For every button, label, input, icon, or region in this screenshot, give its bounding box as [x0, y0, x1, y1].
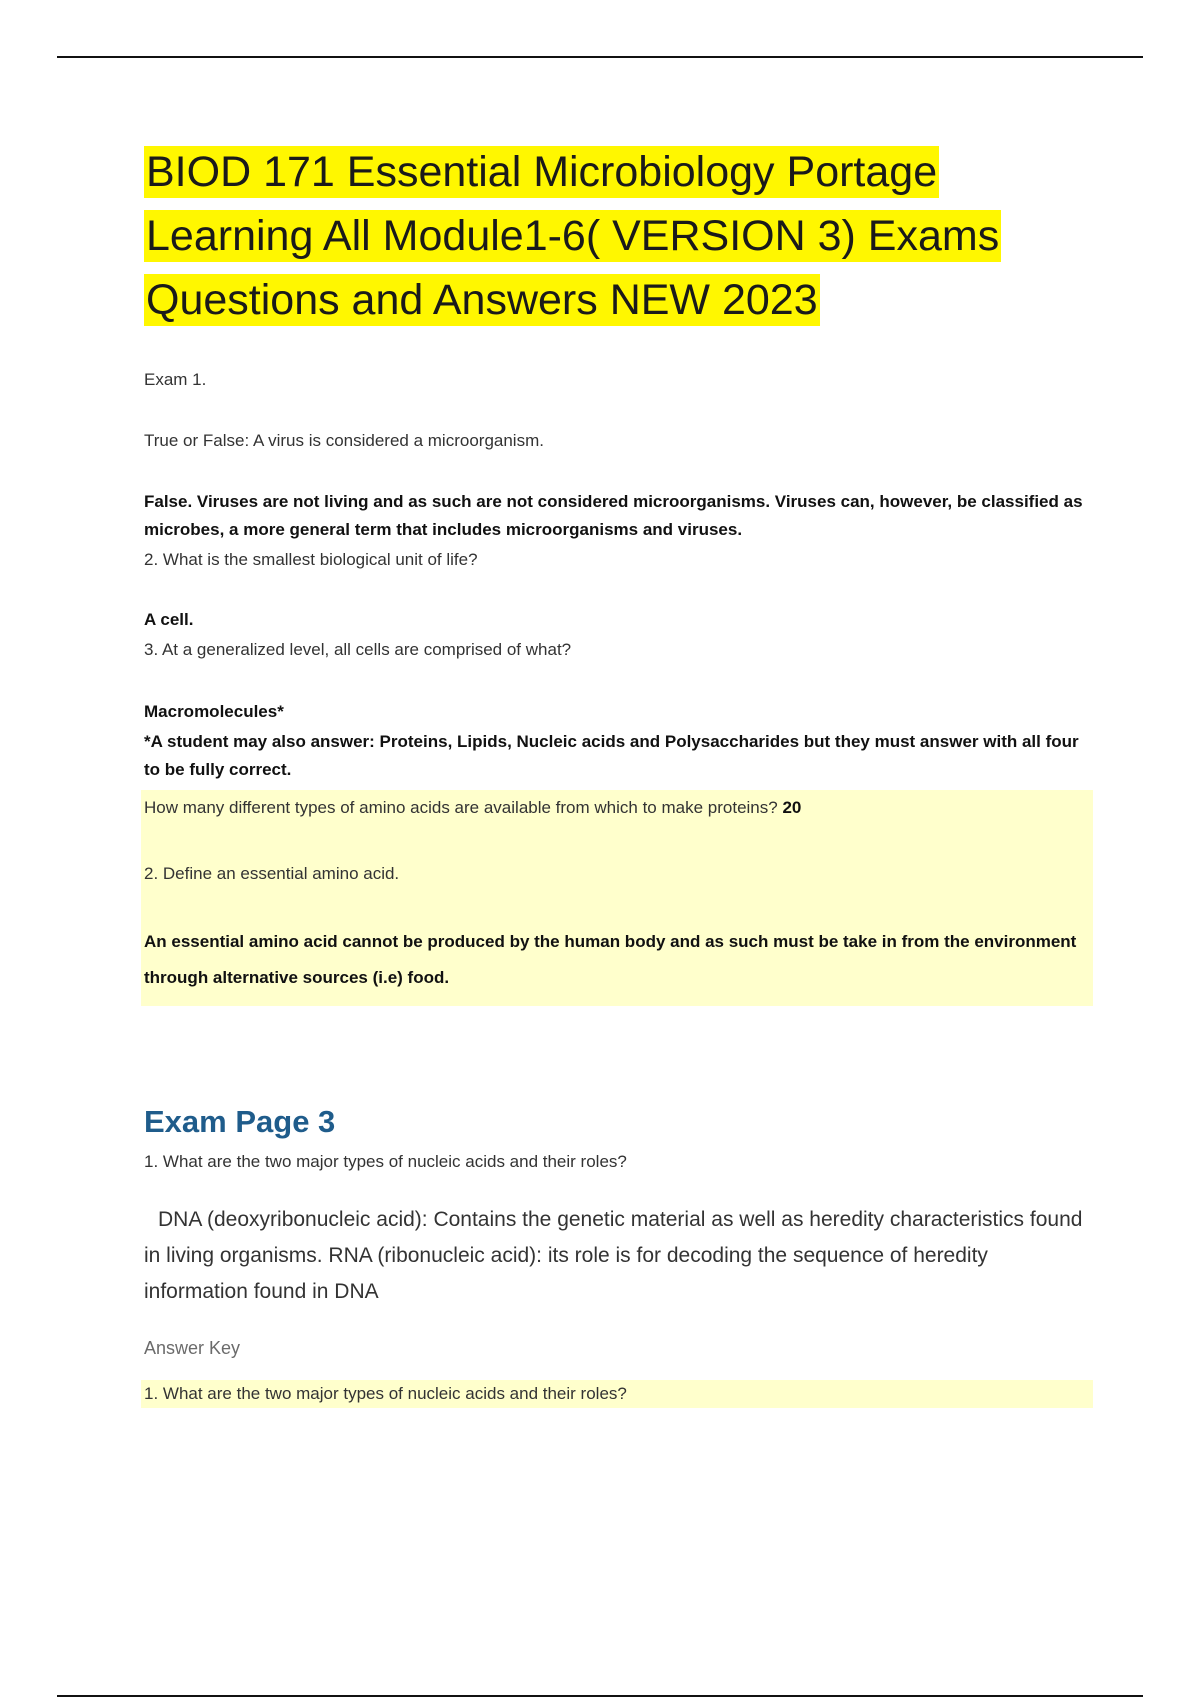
- top-rule: [57, 56, 1143, 58]
- bottom-rule: [57, 1695, 1143, 1697]
- nucleic-question: 1. What are the two major types of nucleic acids and their roles?: [144, 1152, 627, 1171]
- answer-3: Macromolecules*: [144, 702, 284, 721]
- section-heading: Exam Page 3: [144, 1104, 336, 1139]
- amino-answer: 20: [782, 798, 802, 817]
- highlighted-qa-block: [141, 790, 1093, 1006]
- exam-label: Exam 1.: [144, 370, 207, 389]
- answer-key-label: Answer Key: [144, 1338, 241, 1358]
- essential-question: 2. Define an essential amino acid.: [144, 864, 400, 883]
- document-body: [144, 140, 1090, 1408]
- answer-1: False. Viruses are not living and as such are not considered microorganisms. Viruses can, however, be classified as microbes, a more general term that includes microorganisms and viruses.: [144, 492, 1083, 539]
- amino-question: How many different types of amino acids are available from which to make proteins? 20: [144, 798, 802, 817]
- question-3: 3. At a generalized level, all cells are comprised of what?: [144, 640, 572, 659]
- answer-key-question: 1. What are the two major types of nucleic acids and their roles?: [144, 1384, 627, 1403]
- document-title: BIOD 171 Essential Microbiology Portage Learning All Module1-6( VERSION 3) Exams Questions and Answers NEW 2023: [146, 148, 1000, 324]
- question-2: 2. What is the smallest biological unit of life?: [144, 550, 478, 569]
- question-1: True or False: A virus is considered a microorganism.: [144, 431, 544, 450]
- essential-answer: An essential amino acid cannot be produced by the human body and as such must be take in from the environment through alternative sources (i.e) food.: [144, 932, 1077, 987]
- answer-3-note: *A student may also answer: Proteins, Lipids, Nucleic acids and Polysaccharides but they must answer with all four to be fully correct.: [144, 732, 1079, 779]
- nucleic-answer: DNA (deoxyribonucleic acid): Contains the genetic material as well as heredity characteristics found in living organisms. RNA (ribonucleic acid): its role is for decoding the sequence of heredity information found in DNA: [144, 1208, 1083, 1303]
- answer-2: A cell.: [144, 610, 194, 629]
- answer-key-highlight: [141, 1380, 1093, 1408]
